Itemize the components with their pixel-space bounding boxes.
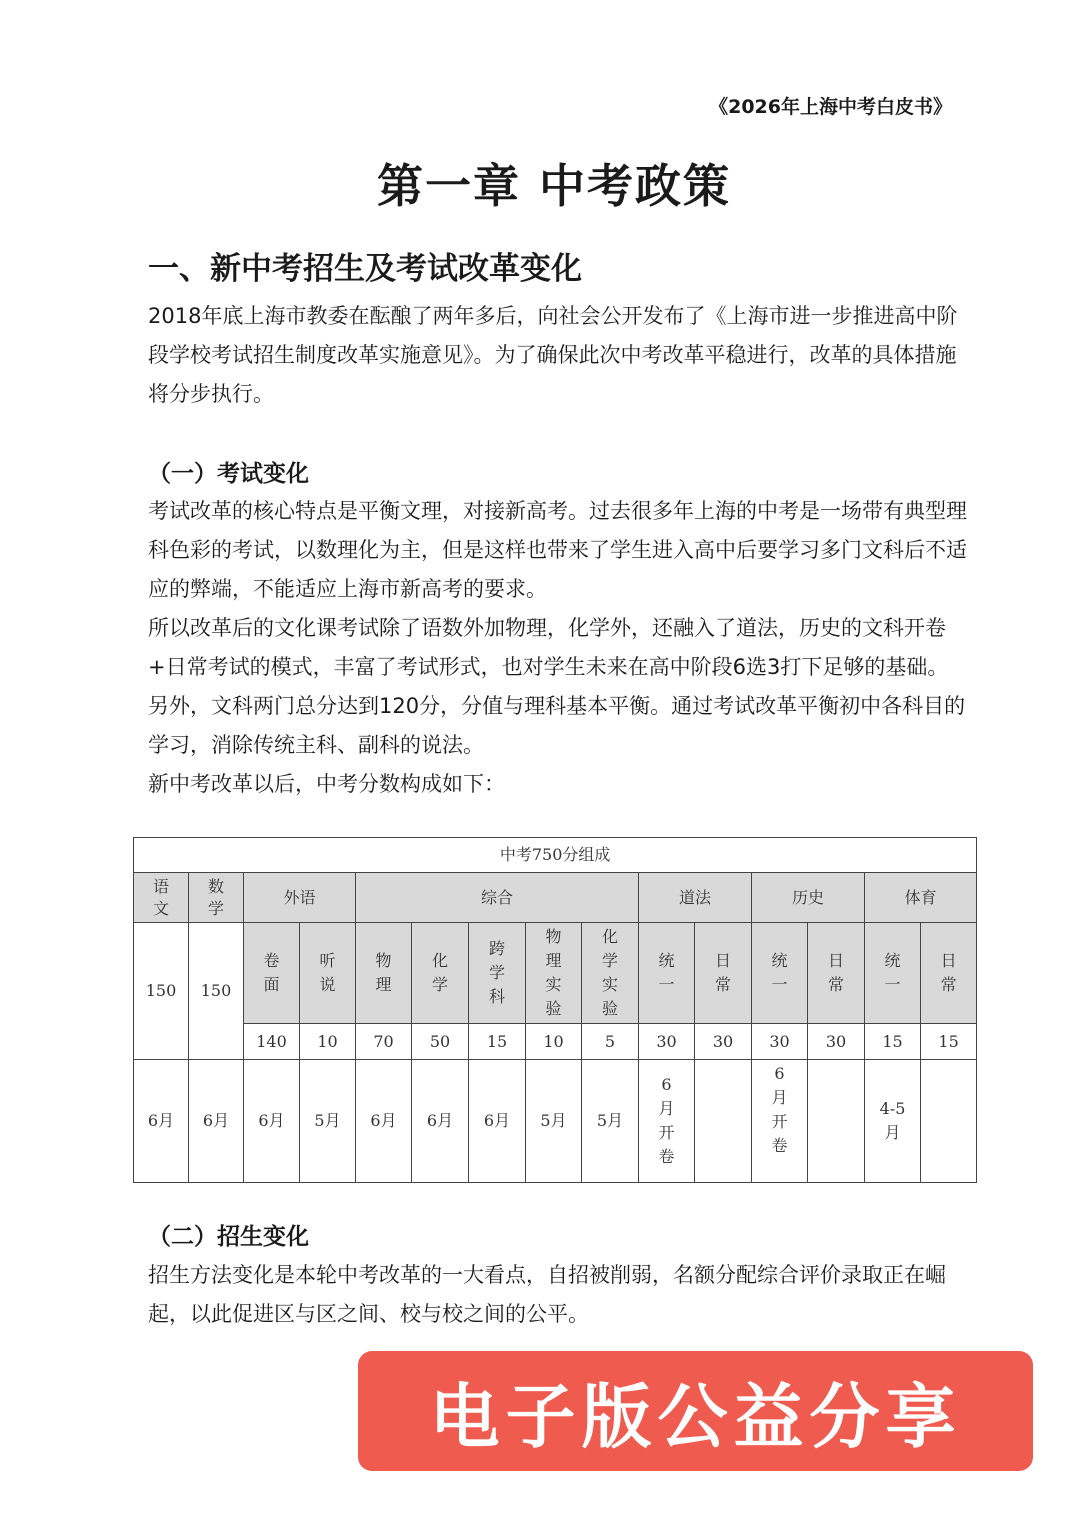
group-pe: 体育 [865, 873, 977, 923]
score-table [133, 837, 977, 1183]
score-cell: 10 [526, 1024, 582, 1060]
group-morality-law: 道法 [639, 873, 752, 923]
exam-paragraph-1: 考试改革的核心特点是平衡文理，对接新高考。过去很多年上海的中考是一场带有典型理科色彩的考试，以数理化为主，但是这样也带来了学生进入高中后要学习多门文科后不适应的弊端，不能适应上海市新高考的要求。 [148, 499, 967, 601]
score-cell: 15 [865, 1024, 921, 1060]
timing-cell: 6月 [244, 1060, 300, 1183]
subheader-cell: 统一 [639, 923, 695, 1024]
subheader-cell: 听说 [300, 923, 356, 1024]
subheader-cell: 日常 [695, 923, 752, 1024]
timing-cell: 6月开卷 [752, 1060, 808, 1183]
group-math: 数学 [189, 873, 244, 923]
timing-cell: 6月 [189, 1060, 244, 1183]
score-cell: 30 [695, 1024, 752, 1060]
score-cell: 15 [921, 1024, 977, 1060]
subheader-cell: 统一 [865, 923, 921, 1024]
score-cell: 50 [412, 1024, 469, 1060]
score-cell: 5 [582, 1024, 639, 1060]
subheader-cell: 化学 [412, 923, 469, 1024]
subheader-cell: 日常 [808, 923, 865, 1024]
timing-cell: 4-5月 [865, 1060, 921, 1183]
subheader-cell: 化学实验 [582, 923, 639, 1024]
timing-cell: 6月 [356, 1060, 412, 1183]
group-history: 历史 [752, 873, 865, 923]
share-banner [358, 1351, 1033, 1471]
subheader-cell: 统一 [752, 923, 808, 1024]
book-title: 《2026年上海中考白皮书》 [709, 96, 952, 118]
section-title: 一、新中考招生及考试改革变化 [148, 251, 582, 287]
subheader-cell: 物理实验 [526, 923, 582, 1024]
group-chinese: 语文 [134, 873, 189, 923]
timing-cell [808, 1060, 865, 1183]
timing-cell: 5月 [526, 1060, 582, 1183]
share-banner-text: 电子版公益分享 [429, 1375, 962, 1458]
subheader-cell: 物理 [356, 923, 412, 1024]
group-foreign-language: 外语 [244, 873, 356, 923]
table-title: 中考750分组成 [134, 838, 977, 873]
exam-paragraph-3: 另外，文科两门总分达到120分，分值与理科基本平衡。通过考试改革平衡初中各科目的学习，消除传统主科、副科的说法。 [148, 694, 966, 757]
score-cell: 30 [808, 1024, 865, 1060]
score-cell: 140 [244, 1024, 300, 1060]
timing-cell: 5月 [300, 1060, 356, 1183]
math-score: 150 [189, 923, 244, 1060]
subheader-cell: 日常 [921, 923, 977, 1024]
score-cell: 70 [356, 1024, 412, 1060]
timing-cell [921, 1060, 977, 1183]
chinese-score: 150 [134, 923, 189, 1060]
score-cell: 10 [300, 1024, 356, 1060]
exam-changes-heading: （一）考试变化 [148, 461, 309, 487]
timing-cell: 6月 [469, 1060, 526, 1183]
exam-paragraph-2: 所以改革后的文化课考试除了语数外加物理，化学外，还融入了道法，历史的文科开卷+日常考试的模式，丰富了考试形式，也对学生未来在高中阶段6选3打下足够的基础。 [148, 616, 949, 679]
exam-changes-body [148, 492, 968, 804]
intro-text: 2018年底上海市教委在酝酿了两年多后，向社会公开发布了《上海市进一步推进高中阶段学校考试招生制度改革实施意见》。为了确保此次中考改革平稳进行，改革的具体措施将分步执行。 [148, 304, 958, 406]
timing-cell: 6月 [134, 1060, 189, 1183]
subheader-cell: 卷面 [244, 923, 300, 1024]
score-cell: 30 [639, 1024, 695, 1060]
enrollment-changes-body [148, 1256, 968, 1334]
chapter-title: 第一章 中考政策 [376, 159, 731, 213]
timing-cell [695, 1060, 752, 1183]
enrollment-paragraph: 招生方法变化是本轮中考改革的一大看点，自招被削弱，名额分配综合评价录取正在崛起，以此促进区与区之间、校与校之间的公平。 [148, 1263, 946, 1326]
timing-cell: 6月开卷 [639, 1060, 695, 1183]
timing-cell: 6月 [412, 1060, 469, 1183]
subheader-cell: 跨学科 [469, 923, 526, 1024]
score-cell: 30 [752, 1024, 808, 1060]
score-cell: 15 [469, 1024, 526, 1060]
group-comprehensive: 综合 [356, 873, 639, 923]
enrollment-changes-heading: （二）招生变化 [148, 1224, 309, 1250]
exam-paragraph-4: 新中考改革以后，中考分数构成如下： [148, 772, 505, 796]
timing-cell: 5月 [582, 1060, 639, 1183]
intro-paragraph [148, 297, 968, 414]
